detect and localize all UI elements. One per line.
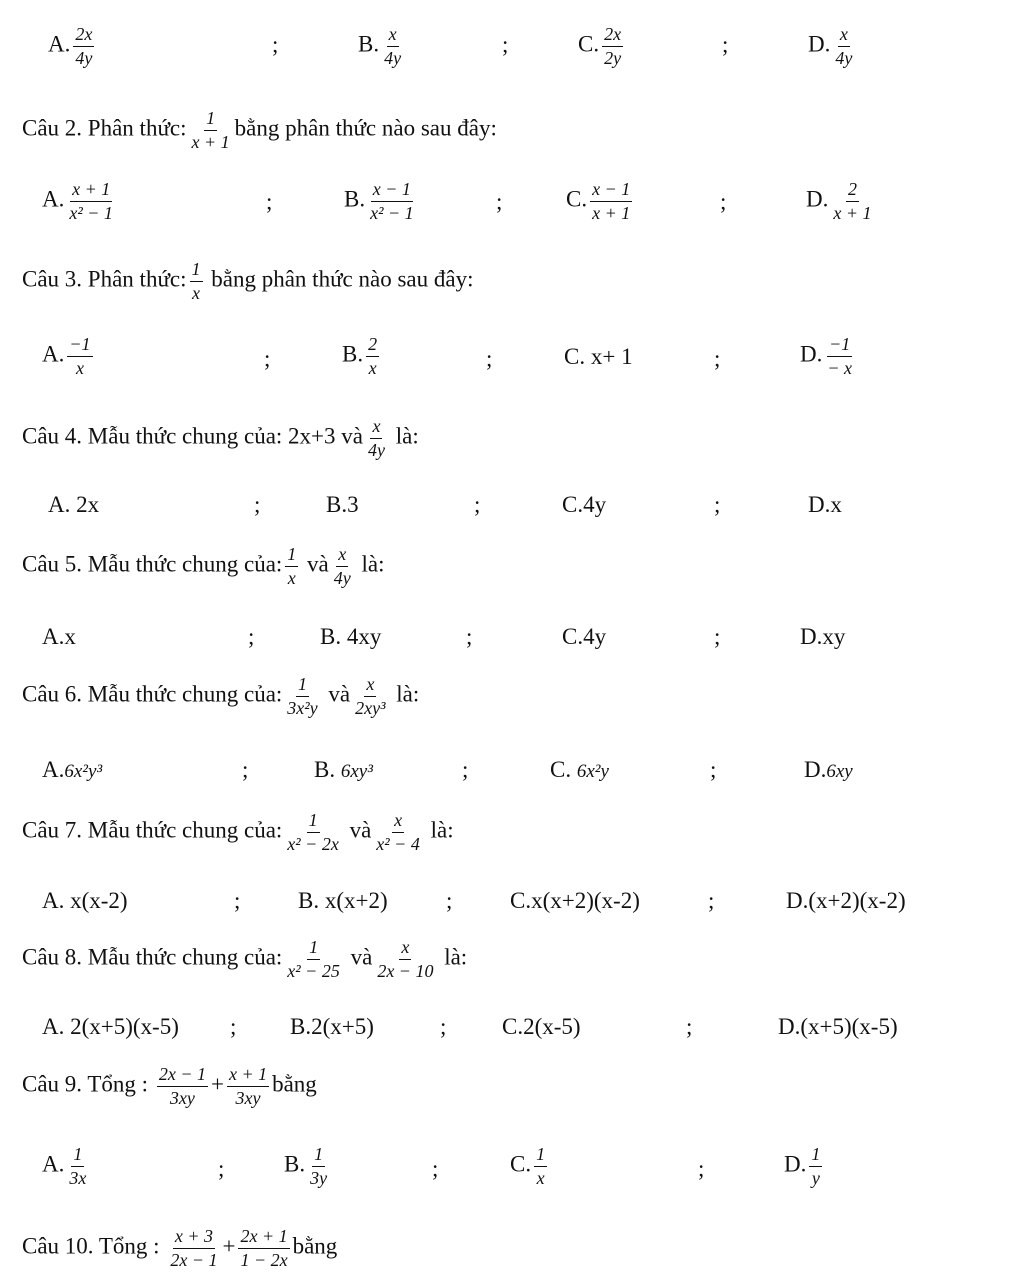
q9-options bbox=[0, 1140, 1024, 1200]
separator: ; bbox=[714, 492, 721, 517]
separator: ; bbox=[446, 888, 453, 913]
separator: ; bbox=[440, 1014, 447, 1039]
separator: ; bbox=[248, 624, 255, 649]
q5-stem: Câu 5. Mẫu thức chung của: $\frac{1}{x}$ và $\frac{x}{4y}$ là: bbox=[22, 544, 385, 588]
separator: ; bbox=[502, 32, 509, 57]
separator: ; bbox=[720, 189, 727, 214]
separator: ; bbox=[698, 1156, 705, 1181]
q1-options bbox=[0, 18, 1024, 78]
separator: ; bbox=[708, 888, 715, 913]
q4-option-b: B.3 bbox=[326, 492, 359, 517]
q9-option-a: A. $\frac{1}{3x}$ bbox=[42, 1144, 87, 1188]
separator: ; bbox=[432, 1156, 439, 1181]
q2-option-a: A. $\frac{x + 1}{\text{x² − 1}}$ bbox=[42, 179, 113, 223]
q7-option-a: A. x(x-2) bbox=[42, 888, 128, 913]
separator: ; bbox=[230, 1014, 237, 1039]
q5-options bbox=[0, 622, 1024, 656]
q5-option-b: B. 4xy bbox=[320, 624, 382, 649]
separator: ; bbox=[272, 32, 279, 57]
q3-option-c: C. x+ 1 bbox=[564, 344, 633, 369]
separator: ; bbox=[462, 757, 469, 782]
q1-option-d: D. $\frac{x}{4y}$ bbox=[808, 24, 853, 68]
separator: ; bbox=[714, 346, 721, 371]
q4-option-a: A. 2x bbox=[48, 492, 100, 517]
q9-option-c: C. $\frac{1}{x}$ bbox=[510, 1144, 546, 1188]
q4-option-c: C.4y bbox=[562, 492, 607, 517]
q3-options bbox=[0, 330, 1024, 390]
q2-option-c: C. $\frac{x - 1}{x + 1}$ bbox=[566, 179, 631, 223]
q4-stem: Câu 4. Mẫu thức chung của: 2x+3 và $\frac{x}{4y}$ là: bbox=[22, 416, 419, 460]
separator: ; bbox=[686, 1014, 693, 1039]
q3-option-b: B. $\frac{2}{x}$ bbox=[342, 334, 378, 378]
q5-option-c: C.4y bbox=[562, 624, 607, 649]
separator: ; bbox=[722, 32, 729, 57]
separator: ; bbox=[474, 492, 481, 517]
separator: ; bbox=[234, 888, 241, 913]
q9-option-b: B. $\frac{1}{3y}$ bbox=[284, 1144, 328, 1188]
separator: ; bbox=[218, 1156, 225, 1181]
q6-stem: Câu 6. Mẫu thức chung của: $\frac{1}{\text{3x²y}}$ và $\frac{x}{\text{2xy³}}$ là: bbox=[22, 674, 420, 718]
q9-option-d: D. $\frac{1}{y}$ bbox=[784, 1144, 821, 1188]
q10-stem: Câu 10. Tổng : $\frac{x + 3}{2x - 1}$ + $\frac{2x + 1}{1 - 2x}$ bằng bbox=[22, 1226, 338, 1270]
q9-stem: Câu 9. Tổng : $\frac{2x - 1}{3xy}$ + $\frac{x + 1}{3xy}$ bằng bbox=[22, 1064, 317, 1108]
q6-option-d: D.6xy bbox=[804, 757, 853, 782]
q1-option-c: C. $\frac{2x}{2y}$ bbox=[578, 24, 622, 68]
q7-option-c: C.x(x+2)(x-2) bbox=[510, 888, 640, 913]
q8-stem: Câu 8. Mẫu thức chung của: $\frac{1}{\text{x² − 25}}$ và $\frac{x}{2x - 10}$ là: bbox=[22, 937, 468, 981]
q2-option-b: B. $\frac{x - 1}{\text{x² − 1}}$ bbox=[344, 179, 414, 223]
q7-option-d: D.(x+2)(x-2) bbox=[786, 888, 906, 913]
q3-option-d: D. $\frac{-1}{- x}$ bbox=[800, 334, 853, 378]
q7-stem: Câu 7. Mẫu thức chung của: $\frac{1}{\text{x² − 2x}}$ và $\frac{x}{\text{x² − 4}}$ là: bbox=[22, 810, 454, 854]
separator: ; bbox=[486, 346, 493, 371]
q2-stem: Câu 2. Phân thức: $\frac{1}{x + 1}$ bằng phân thức nào sau đây: bbox=[22, 108, 497, 152]
q3-option-a: A. $\frac{-1}{x}$ bbox=[42, 334, 91, 378]
separator: ; bbox=[242, 757, 249, 782]
q1-option-a: A. $\frac{2x}{4y}$ bbox=[48, 24, 93, 68]
q4-options bbox=[0, 490, 1024, 524]
q6-option-a: A.6x²y³ bbox=[42, 757, 103, 782]
q1-option-b: B. $\frac{x}{4y}$ bbox=[358, 24, 402, 68]
q8-option-c: C.2(x-5) bbox=[502, 1014, 581, 1039]
q8-option-a: A. 2(x+5)(x-5) bbox=[42, 1014, 179, 1039]
q6-option-c: C. 6x²y bbox=[550, 757, 609, 782]
q8-option-d: D.(x+5)(x-5) bbox=[778, 1014, 898, 1039]
q2-option-d: D. $\frac{2}{x + 1}$ bbox=[806, 179, 872, 223]
q6-options bbox=[0, 755, 1024, 789]
separator: ; bbox=[264, 346, 271, 371]
q6-option-b: B. 6xy³ bbox=[314, 757, 373, 782]
separator: ; bbox=[714, 624, 721, 649]
separator: ; bbox=[466, 624, 473, 649]
q5-option-a: A.x bbox=[42, 624, 76, 649]
q8-option-b: B.2(x+5) bbox=[290, 1014, 374, 1039]
separator: ; bbox=[266, 189, 273, 214]
q4-option-d: D.x bbox=[808, 492, 842, 517]
q8-options bbox=[0, 1012, 1024, 1046]
separator: ; bbox=[496, 189, 503, 214]
q3-stem: Câu 3. Phân thức: $\frac{1}{x}$ bằng phân thức nào sau đây: bbox=[22, 259, 474, 303]
q7-option-b: B. x(x+2) bbox=[298, 888, 388, 913]
separator: ; bbox=[254, 492, 261, 517]
separator: ; bbox=[710, 757, 717, 782]
q5-option-d: D.xy bbox=[800, 624, 846, 649]
q7-options bbox=[0, 886, 1024, 920]
q2-options bbox=[0, 175, 1024, 235]
